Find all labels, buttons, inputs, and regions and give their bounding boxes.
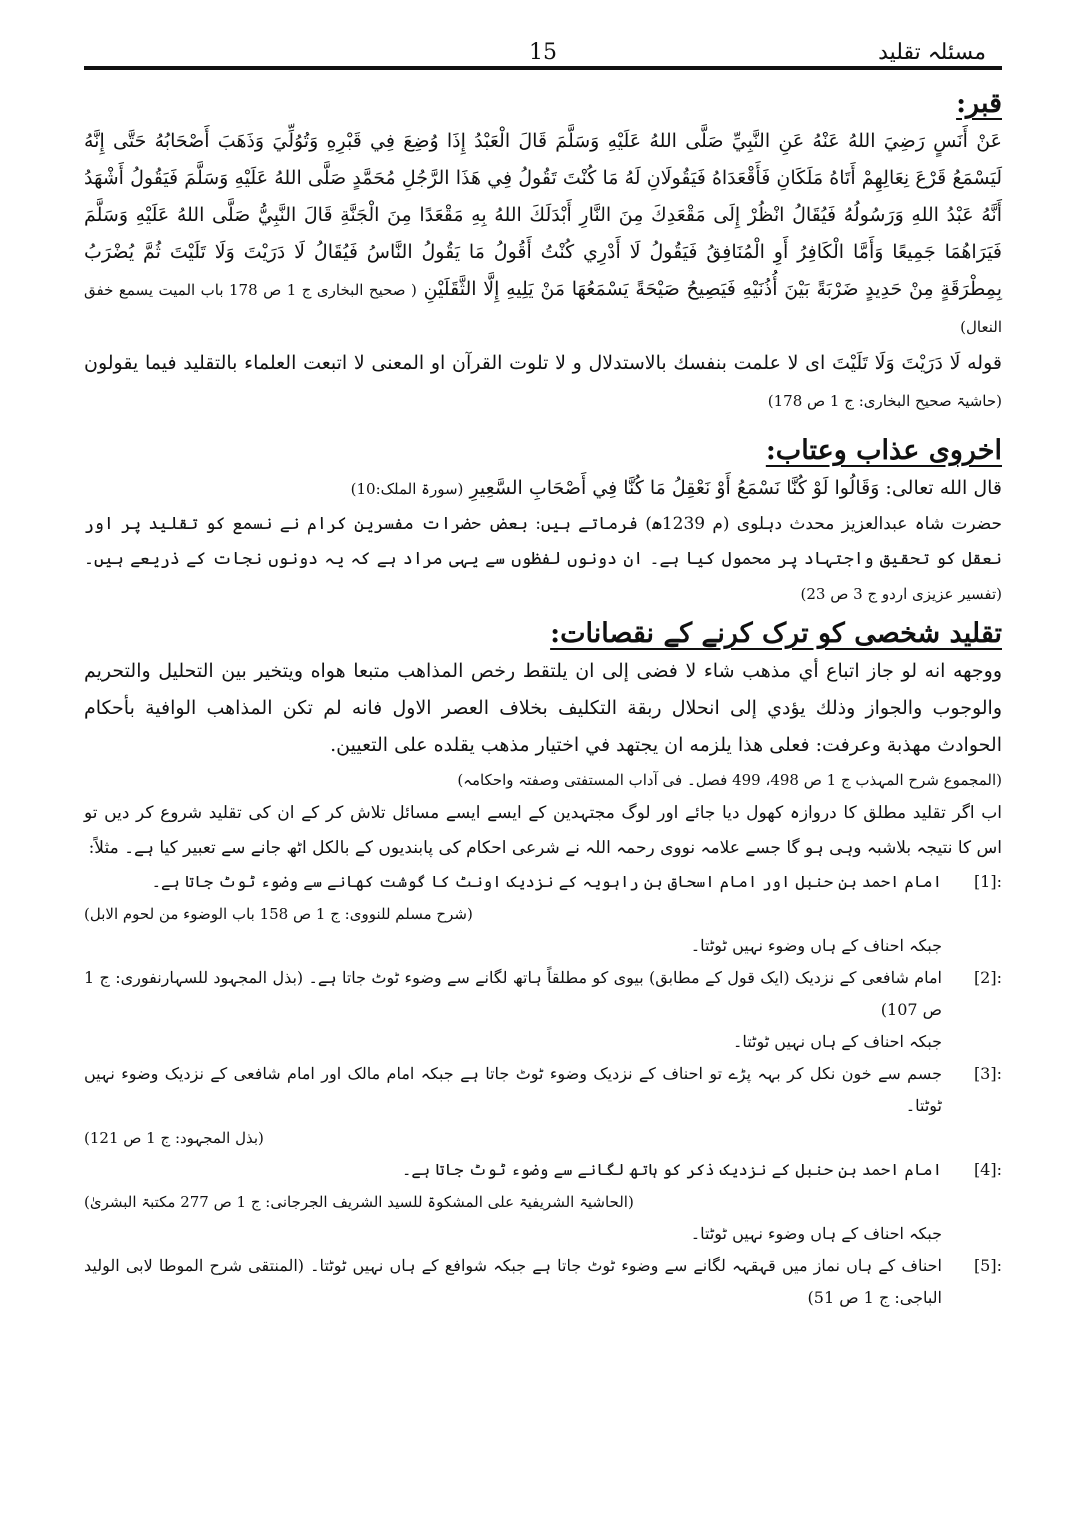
item-text: امام شافعی کے نزدیک (ایک قول کے مطابق) بیوی کو مطلقاً ہاتھ لگانے سے وضوء ٹوٹ جاتا ہے۔ (بذل المجہود للسہارنفوری: ج 1 ص 107) <box>84 968 942 1019</box>
list-item <box>84 962 1002 1026</box>
item-number: [4]: <box>973 1160 1002 1179</box>
commentary-paragraph <box>84 345 1002 419</box>
item-number: [2]: <box>973 968 1002 987</box>
item-note: جبکہ احناف کے ہاں وضوء نہیں ٹوٹتا۔ <box>690 936 942 955</box>
item-reference: (الحاشیۃ الشریفیۃ علی المشکوۃ للسید الشریف الجرجانی: ج 1 ص 277 مکتبۃ البشریٰ) <box>84 1193 634 1211</box>
page-number: 15 <box>529 40 557 65</box>
running-header-title: مسئلہ تقلید <box>878 40 986 65</box>
item-text: احناف کے ہاں نماز میں قہقہہ لگانے سے وضوء ٹوٹ جاتا ہے جبکہ شوافع کے ہاں نہیں ٹوٹتا۔ (المنتقی شرح الموطا لابی الولید الباجی: ج 1 ص 51) <box>84 1256 942 1307</box>
quran-verse-text: قال الله تعالى: وَقَالُوا لَوْ كُنَّا نَسْمَعُ أَوْ نَعْقِلُ مَا كُنَّا فِي أَصْحَابِ السَّعِيرِ <box>469 477 1002 499</box>
item-note: جبکہ احناف کے ہاں وضوء نہیں ٹوٹتا۔ <box>690 1224 942 1243</box>
page-body <box>84 82 1002 1314</box>
quran-verse-reference: (سورۃ الملک:10) <box>350 480 464 498</box>
header-rule <box>84 66 1002 70</box>
item-reference: (بذل المجہود: ج 1 ص 121) <box>84 1129 264 1147</box>
list-item <box>84 1250 1002 1314</box>
taqlid-intro-paragraph: اب اگر تقلید مطلق کا دروازہ کھول دیا جائے اور لوگ مجتہدین کے ایسے ایسے مسائل تلاش کر کے ان کی تقلید شروع کر دیں تو اس کا نتیجہ بلاشبہ وہی ہو گا جسے علامہ نووی رحمہ اللہ نے شرعی احکام کی پابندیوں کے بالکل اٹھ جانے سے تعبیر کیا ہے۔ مثلاً: <box>84 803 1002 858</box>
item-text: جسم سے خون نکل کر بہہ پڑے تو احناف کے نزدیک وضوء ٹوٹ جاتا ہے جبکہ امام مالک اور امام شافعی کے نزدیک وضوء نہیں ٹوٹتا۔ <box>84 1064 942 1115</box>
item-number: [1]: <box>973 872 1002 891</box>
item-text: امام احمد بن حنبل اور امام اسحاق بن راہویہ کے نزدیک اونٹ کا گوشت کھانے سے وضوء ٹوٹ جاتا ہے۔ <box>151 872 942 891</box>
commentary-text: قوله لَا دَرَيْتَ وَلَا تَلَيْتَ اى لا علمت بنفسك بالاستدلال و لا تلوت القرآن او المعنى لا اتبعت العلماء بالتقليد فيما يقولون <box>84 352 1002 374</box>
tafsir-paragraph <box>84 507 1002 612</box>
section-heading-nuqsanat: تقلید شخصی کو ترک کرنے کے نقصانات: <box>550 618 1002 649</box>
hadith-arabic-body: عَنْ أَنَسٍ رَضِيَ اللهُ عَنْهُ عَنِ النَّبِيِّ صَلَّى اللهُ عَلَيْهِ وَسَلَّمَ قَالَ الْعَبْدُ إِذَا وُضِعَ فِي قَبْرِهِ وَتُوُلِّيَ وَذَهَبَ أَصْحَابُهُ حَتَّى إِنَّهُ لَيَسْمَعُ قَرْعَ نِعَالِهِمْ أَتَاهُ مَلَكَانِ فَأَقْعَدَاهُ فَيَقُولَانِ لَهُ مَا كُنْتَ تَقُولُ فِي هَذَا الرَّجُلِ مُحَمَّدٍ صَلَّى اللهُ عَلَيْهِ وَسَلَّمَ فَيَقُولُ أَشْهَدُ أَنَّهُ عَبْدُ اللهِ وَرَسُولُهُ فَيُقَالُ انْظُرْ إِلَى مَقْعَدِكَ مِنَ النَّارِ أَبْدَلَكَ اللهُ بِهِ مَقْعَدًا مِنَ الْجَنَّةِ قَالَ النَّبِيُّ صَلَّى اللهُ عَلَيْهِ وَسَلَّمَ فَيَرَاهُمَا جَمِيعًا وَأَمَّا الْكَافِرُ أَوِ الْمُنَافِقُ فَيَقُولُ لَا أَدْرِي كُنْتُ أَقُولُ مَا يَقُولُ النَّاسُ فَيُقَالُ لَا دَرَيْتَ وَلَا تَلَيْتَ ثُمَّ يُضْرَبُ بِمِطْرَقَةٍ مِنْ حَدِيدٍ ضَرْبَةً بَيْنَ أُذُنَيْهِ فَيَصِيحُ صَيْحَةً يَسْمَعُهَا مَنْ يَلِيهِ إِلَّا الثَّقَلَيْنِ <box>84 130 1002 300</box>
section-heading-qabr: قبر: <box>956 88 1002 119</box>
tafsir-reference: (تفسیر عزیزی اردو ج 3 ص 23) <box>800 585 1002 603</box>
section-heading-ukhrawi: اخروی عذاب وعتاب: <box>765 435 1002 466</box>
majmu-reference: (المجموع شرح المہذب ج 1 ص 498، 499 فصل۔ فی آداب المستفتی وصفتہ واحکامہ) <box>457 771 1002 789</box>
majmu-arabic-text: ووجهه انه لو جاز اتباع أي مذهب شاء لا فضى إلى ان يلتقط رخص المذاهب متبعا هواه ويتخير بين التحليل والتحريم والوجوب والجواز وذلك يؤدي إلى انحلال ربقة التكليف بخلاف العصر الاول فانه لم تكن المذاهب الوافية بأحكام الحوادث مهذبة وعرفت: فعلى هذا يلزمه ان يجتهد في اختيار مذهب يقلده على التعيين. <box>84 660 1002 756</box>
item-text: امام احمد بن حنبل کے نزدیک ذکر کو ہاتھ لگانے سے وضوء ٹوٹ جاتا ہے۔ <box>402 1160 942 1179</box>
item-number: [5]: <box>973 1256 1002 1275</box>
hadith-reference: ( صحیح البخاری ج 1 ص 178 باب المیت یسمع خفق النعال) <box>84 281 1002 336</box>
item-number: [3]: <box>973 1064 1002 1083</box>
item-note: جبکہ احناف کے ہاں نہیں ٹوٹتا۔ <box>732 1032 942 1051</box>
quran-verse-paragraph <box>84 470 1002 507</box>
hadith-arabic-text <box>84 123 1002 345</box>
item-reference: (شرح مسلم للنووی: ج 1 ص 158 باب الوضوء من لحوم الابل) <box>84 905 473 923</box>
tafsir-text: حضرت شاہ عبدالعزیز محدث دہلوی (م 1239ھ) فرماتے ہیں: بعض حضرات مفسرین کرام نے نسمع کو تقلید پر اور نعقل کو تحقیق واجتہاد پر محمول کیا ہے۔ ان دونوں لفظوں سے یہی مراد ہے کہ یہ دونوں نجات کے ذریعے ہیں۔ <box>84 514 1002 569</box>
commentary-reference: (حاشیۃ صحیح البخاری: ج 1 ص 178) <box>767 392 1002 410</box>
list-item <box>84 866 1002 898</box>
list-item <box>84 1154 1002 1186</box>
list-item <box>84 1058 1002 1122</box>
